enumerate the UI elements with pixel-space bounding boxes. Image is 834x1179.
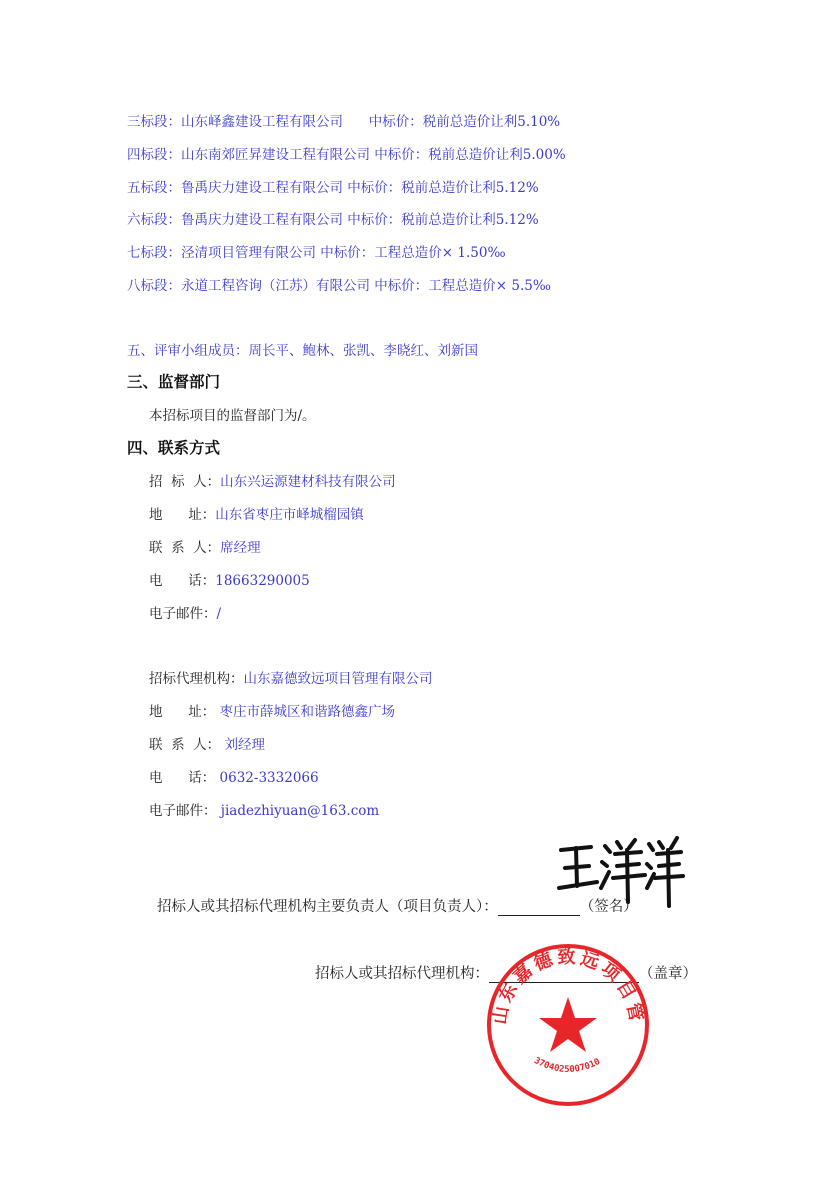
contact-label: 电 话： — [149, 770, 216, 786]
contact-label: 电子邮件： — [149, 803, 217, 819]
lot-company: 鲁禹庆力建设工程有限公司 — [181, 212, 343, 228]
lot-label: 八标段： — [127, 278, 181, 294]
contact-value: 席经理 — [220, 540, 261, 556]
lot-price: 中标价：税前总造价让利5.12% — [347, 180, 539, 196]
contact-label: 地 址： — [149, 704, 216, 720]
lot-row — [127, 274, 551, 294]
contact-label: 招标代理机构： — [149, 671, 244, 687]
supervision-text: 本招标项目的监督部门为/。 — [149, 408, 316, 424]
contact-label: 电 话： — [149, 573, 216, 589]
contact-row — [149, 470, 396, 490]
lot-company: 山东南郊匠昇建设工程有限公司 — [181, 147, 370, 163]
contact-value: 山东兴运源建材科技有限公司 — [220, 474, 396, 490]
lot-label: 三标段： — [127, 114, 181, 130]
signature-label: 招标人或其招标代理机构主要负责人（项目负责人）： — [157, 899, 498, 915]
lot-label: 七标段： — [127, 245, 181, 261]
handwritten-signature — [555, 830, 685, 910]
lot-label: 四标段： — [127, 147, 181, 163]
contact-value: / — [216, 606, 222, 622]
contact-label: 招 标 人： — [149, 474, 221, 490]
lot-price: 中标价：工程总造价× 5.5‰ — [374, 278, 551, 294]
lot-label: 五标段： — [127, 180, 181, 196]
contact-label: 联 系 人： — [149, 540, 221, 556]
contact-row — [149, 700, 395, 720]
contact-value: 0632-3332066 — [215, 770, 319, 786]
lot-company: 永道工程咨询（江苏）有限公司 — [181, 278, 370, 294]
contact-row — [149, 799, 379, 819]
lot-row — [127, 208, 539, 228]
contact-row — [149, 503, 364, 523]
contact-value: 山东省枣庄市峄城榴园镇 — [215, 507, 364, 523]
contact-value: 山东嘉德致远项目管理有限公司 — [243, 671, 433, 687]
contact-row — [149, 569, 310, 589]
seal-line-suffix: （盖章） — [639, 966, 697, 982]
company-seal — [476, 926, 651, 1108]
lot-company: 泾清项目管理有限公司 — [181, 245, 316, 261]
lot-price: 中标价：税前总造价让利5.00% — [374, 147, 566, 163]
contact-value: jiadezhiyuan@163.com — [216, 803, 380, 819]
lot-company: 山东峄鑫建设工程有限公司 — [181, 114, 343, 130]
contact-value: 刘经理 — [220, 737, 265, 753]
lot-row — [127, 176, 539, 196]
contact-row — [149, 733, 265, 753]
seal-line-label: 招标人或其招标代理机构： — [315, 966, 489, 982]
lot-price: 中标价：税前总造价让利5.12% — [347, 212, 539, 228]
contact-row — [149, 536, 261, 556]
lot-row — [127, 143, 566, 163]
lot-price: 中标价：工程总造价× 1.50‰ — [320, 245, 506, 261]
contact-value: 18663290005 — [215, 573, 310, 589]
section-heading-contact: 四、联系方式 — [127, 439, 221, 457]
contact-label: 电子邮件： — [149, 606, 217, 622]
section-heading-supervision: 三、监督部门 — [127, 373, 221, 391]
seal-number: 3704025007010 — [532, 1055, 602, 1076]
contact-row — [149, 602, 221, 622]
contact-label: 地 址： — [149, 507, 216, 523]
lot-price: 中标价：税前总造价让利5.10% — [368, 114, 561, 130]
lot-company: 鲁禹庆力建设工程有限公司 — [181, 180, 343, 196]
contact-label: 联 系 人： — [149, 737, 221, 753]
lot-gap — [343, 114, 369, 130]
lot-row — [127, 241, 506, 261]
contact-row — [149, 766, 319, 786]
review-panel-members: 五、评审小组成员：周长平、鲍林、张凯、李晓红、刘新国 — [127, 343, 478, 359]
signature-suffix: （签名） — [579, 899, 638, 915]
contact-value: 枣庄市薛城区和谐路德鑫广场 — [215, 704, 396, 720]
seal-arc-text: 山东嘉德致远项目管理有限公司 — [476, 926, 647, 1026]
lot-row — [127, 110, 560, 130]
lot-label: 六标段： — [127, 212, 181, 228]
contact-row — [149, 667, 433, 687]
star-icon — [539, 997, 597, 1052]
